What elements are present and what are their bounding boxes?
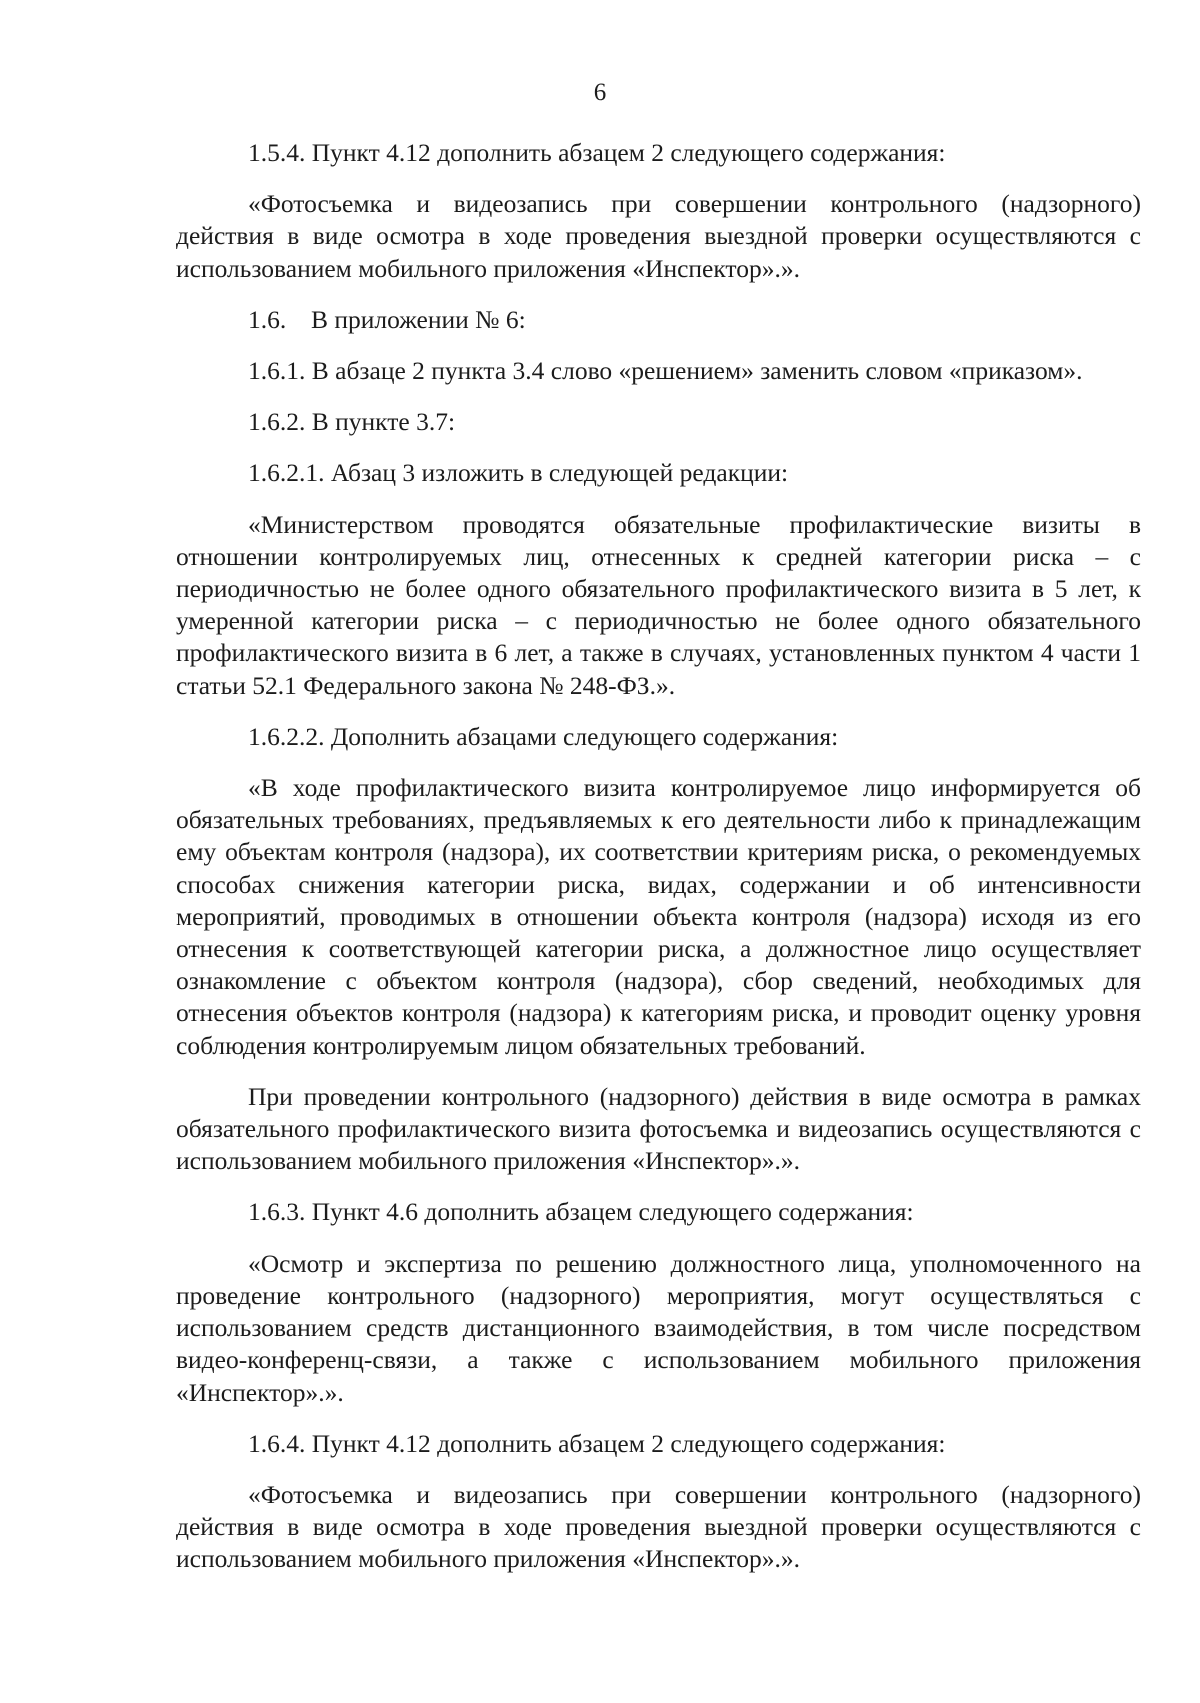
paragraph-quote-ministry-visits: «Министерством проводятся обязательные профилактические визиты в отношении контролируемых лиц, отнесенных к средней категории риска – с периодичностью не более одного обязательного профилактического визита в 5 лет, к умеренной категории риска – с периодичностью не более одного обязательного профилактического визита в 6 лет, а также в случаях, установленных пунктом 4 части 1 статьи 52.1 Федерального закона № 248-ФЗ.». bbox=[176, 509, 1141, 700]
document-body bbox=[176, 137, 1141, 1576]
paragraph-1-6 bbox=[176, 304, 1141, 336]
paragraph-quote-photo-video-2: «Фотосъемка и видеозапись при совершении контрольного (надзорного) действия в виде осмотра в ходе проведения выездной проверки осуществляются с использованием мобильного приложения «Инспектор».». bbox=[176, 1479, 1141, 1574]
paragraph-quote-photo-video: «Фотосъемка и видеозапись при совершении контрольного (надзорного) действия в виде осмотра в ходе проведения выездной проверки осуществляются с использованием мобильного приложения «Инспектор».». bbox=[176, 189, 1141, 283]
section-heading: В приложении № 6: bbox=[311, 304, 526, 334]
paragraph-1-6-2: 1.6.2. В пункте 3.7: bbox=[248, 407, 456, 437]
paragraph-quote-remote-inspection: «Осмотр и экспертиза по решению должностного лица, уполномоченного на проведение контрольного (надзорного) мероприятия, могут осуществляться с использованием средств дистанционного взаимодействия, в том числе посредством видео-конференц-связи, а также с использованием мобильного приложения «Инспектор».». bbox=[176, 1248, 1141, 1407]
paragraph-1-6-1: 1.6.1. В абзаце 2 пункта 3.4 слово «решением» заменить словом «приказом». bbox=[248, 356, 1083, 386]
paragraph-1-6-2-2: 1.6.2.2. Дополнить абзацами следующего содержания: bbox=[248, 721, 839, 751]
section-number: 1.6. bbox=[248, 304, 287, 334]
paragraph-1-6-3: 1.6.3. Пункт 4.6 дополнить абзацем следующего содержания: bbox=[248, 1197, 914, 1227]
page-number: 6 bbox=[593, 79, 607, 106]
paragraph-1-6-2-1: 1.6.2.1. Абзац 3 изложить в следующей редакции: bbox=[248, 458, 789, 488]
paragraph-1-5-4: 1.5.4. Пункт 4.12 дополнить абзацем 2 следующего содержания: bbox=[248, 138, 946, 167]
paragraph-quote-preventive-visit: «В ходе профилактического визита контролируемое лицо информируется об обязательных требованиях, предъявляемых к его деятельности либо к принадлежащим ему объектам контроля (надзора), их соответствии критериям риска, о рекомендуемых способах снижения категории риска, видах, содержании и об интенсивности мероприятий, проводимых в отношении объекта контроля (надзора) исходя из его отнесения к соответствующей категории риска, а должностное лицо осуществляет ознакомление с объектом контроля (надзора), сбор сведений, необходимых для отнесения объектов контроля (надзора) к категориям риска, и проводит оценку уровня соблюдения контролируемым лицом обязательных требований. bbox=[176, 773, 1141, 1060]
paragraph-inspection-mobile-app: При проведении контрольного (надзорного) действия в виде осмотра в рамках обязательного профилактического визита фотосъемка и видеозапись осуществляются с использованием мобильного приложения «Инспектор».». bbox=[176, 1081, 1141, 1176]
paragraph-1-6-4: 1.6.4. Пункт 4.12 дополнить абзацем 2 следующего содержания: bbox=[248, 1428, 946, 1458]
